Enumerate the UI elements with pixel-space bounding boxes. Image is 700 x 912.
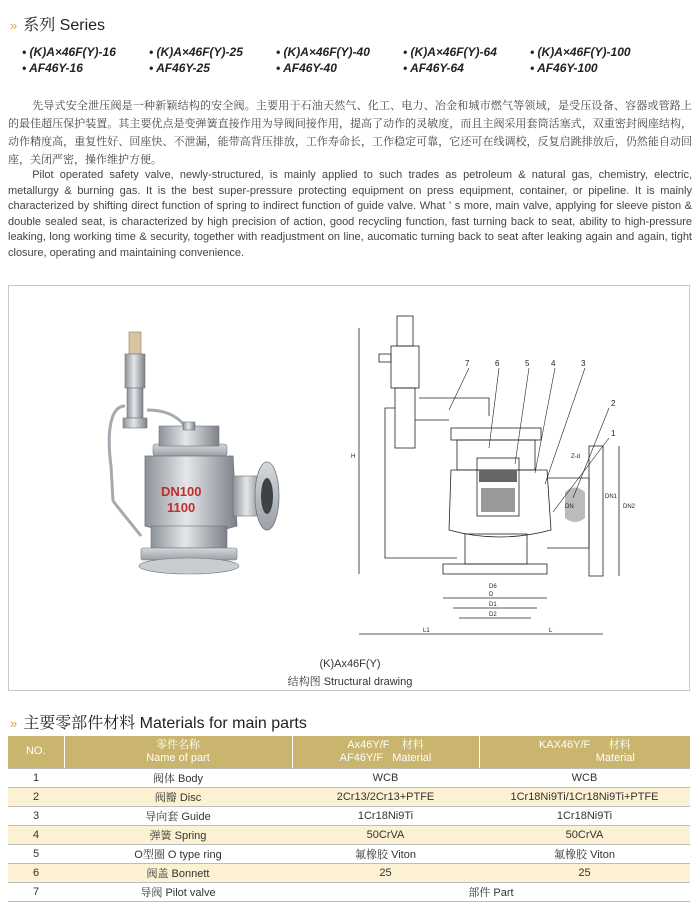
figure-caption-title: 结构图 Structural drawing [287, 676, 413, 688]
dim-label: DN1 [605, 494, 618, 500]
callout-2: 2 [611, 399, 616, 408]
dim-label: D1 [489, 602, 497, 608]
table-row: 2 阀瓣 Disc 2Cr13/2Cr13+PTFE 1Cr18Ni9Ti/1Cr18Ni9Ti+PTFE [8, 787, 690, 806]
series-row [22, 45, 692, 61]
dim-label: L [549, 628, 553, 634]
table-row: 7 导阀 Pilot valve 部件 Part [8, 882, 690, 901]
materials-table [8, 736, 690, 902]
dim-label: H [351, 454, 356, 460]
table-row: 5 O型圈 O type ring 氟橡胶 Viton 氟橡胶 Viton [8, 844, 690, 863]
series-row [22, 61, 692, 77]
structural-drawing [339, 298, 639, 643]
callout-6: 6 [495, 359, 500, 368]
series-list [22, 45, 692, 77]
series-item: • AF46Y-64 [403, 61, 464, 75]
description-chinese: 先导式安全泄压阀是一种新颖结构的安全阀。主要用于石油天然气、化工、电力、冶金和城市燃气等领域，是受压设备、容器或管路上的最佳超压保护装置。其主要优点是变弹簧直接作用为导阀间接作用，提高了动作的灵敏度，而且主阀采用套筒活塞式，双重密封阀座结构，动作精度高，重复性好、回座快、不泄漏，能带高背压排放，工作寿命长，工作稳定可靠，它还可在线调校，反复启跳排放后，仍然能自动回座，关闭严密，操作维护方便。 [8, 100, 692, 166]
structure-figure [8, 285, 690, 691]
table-header-row [8, 736, 690, 768]
figure-caption-model: (K)Ax46F(Y) [319, 658, 381, 670]
dim-label: D [489, 592, 494, 598]
double-chevron-icon: » [10, 18, 16, 33]
table-row: 1 阀体 Body WCB WCB [8, 768, 690, 787]
valve-photo [101, 326, 293, 588]
dim-label: D6 [489, 584, 497, 590]
table-row: 3 导向套 Guide 1Cr18Ni9Ti 1Cr18Ni9Ti [8, 806, 690, 825]
header-no: NO. [8, 736, 64, 768]
header-part-name: 零件名称 Name of part [64, 736, 292, 768]
header-material-kax46: KAX46Y/F 材料 Material [479, 736, 690, 768]
series-item: • (K)A×46F(Y)-25 [149, 45, 243, 59]
table-row: 6 阀盖 Bonnett 25 25 [8, 863, 690, 882]
dim-label: L1 [423, 628, 430, 634]
series-item: • (K)A×46F(Y)-64 [403, 45, 497, 59]
table-row: 4 弹簧 Spring 50CrVA 50CrVA [8, 825, 690, 844]
materials-title: 主要零部件材料 Materials for main parts [23, 715, 307, 732]
callout-3: 3 [581, 359, 586, 368]
series-item: • (K)A×46F(Y)-40 [276, 45, 370, 59]
double-chevron-icon: » [10, 716, 16, 731]
series-heading [10, 12, 105, 35]
dim-label: DN2 [623, 504, 636, 510]
dim-label: Z-d [571, 454, 580, 460]
dim-label: D2 [489, 612, 497, 618]
series-item: • AF46Y-40 [276, 61, 337, 75]
header-material-ax46: Ax46Y/F 材料 AF46Y/F Material [292, 736, 479, 768]
series-item: • (K)A×46F(Y)-100 [530, 45, 631, 59]
callout-4: 4 [551, 359, 556, 368]
dim-label: DN [565, 504, 574, 510]
callout-1: 1 [611, 429, 616, 438]
photo-marking-dn: DN100 [161, 484, 202, 499]
materials-heading [10, 710, 307, 733]
series-item: • AF46Y-100 [530, 61, 598, 75]
callout-7: 7 [465, 359, 470, 368]
callout-5: 5 [525, 359, 530, 368]
description-english: Pilot operated safety valve, newly-structured, is mainly applied to such trades as petroleum & natural gas, chemistry, electric, metallurgy & burning gas. It is the best super-pressure protecting equipment on press equipment, container, or pipeline. It is mainly characterized by shifting direct function of spring to indirect function of guide valve. What ' s more, main valve, applying for sleeve piston & double sealed seat, is characterized by high precision of action, good recycling function, fast turning back to seat, ability to high-pressure leaking, long working time & security, together with readjustment on line, aucomatic turning back to seat after leaking again and again, tight closure, operating and maintaining convenience. [8, 169, 692, 259]
series-title: 系列 Series [23, 17, 106, 34]
series-item: • AF46Y-16 [22, 61, 83, 75]
series-item: • AF46Y-25 [149, 61, 210, 75]
series-item: • (K)A×46F(Y)-16 [22, 45, 116, 59]
photo-marking-pn: 1100 [167, 500, 196, 515]
